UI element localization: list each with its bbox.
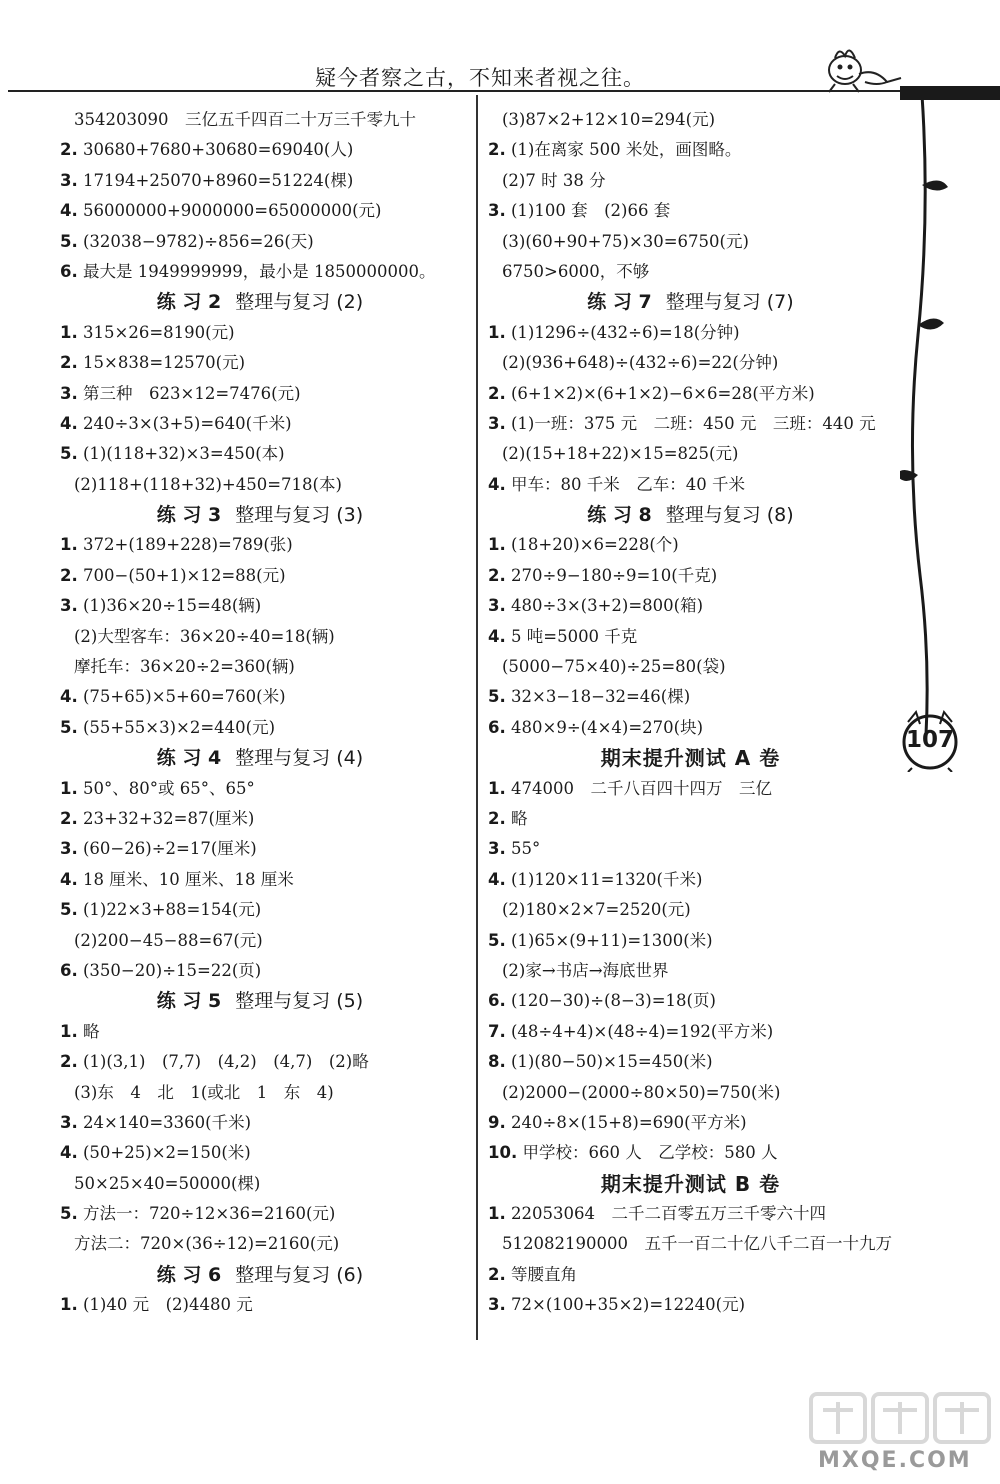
question-number: 3. [60,170,78,190]
answer-line [488,956,893,986]
question-number: 2. [488,565,506,585]
question-number: 3. [488,201,506,221]
question-number: 5. [60,1204,78,1224]
answer-line [488,1229,893,1259]
question-number: 4. [488,626,506,646]
question-number: 3. [488,596,506,616]
section-subtitle: 整理与复习 (3) [235,504,364,527]
answer-line [60,956,460,986]
answer-line [60,804,460,834]
answer-line [60,227,460,257]
answer-text: 315×26=8190(元) [83,322,235,342]
answer-text: (2)200−45−88=67(元) [74,930,263,950]
answer-line [488,1260,893,1290]
answer-line [488,348,893,378]
answer-line [60,105,460,135]
answer-text: (1)在离家 500 米处，画图略。 [511,140,742,160]
answer-line [60,561,460,591]
answer-text: (2)家→书店→海底世界 [502,960,669,980]
question-number: 1. [488,322,506,342]
answer-line [60,895,460,925]
section-subtitle: 整理与复习 (6) [235,1263,364,1286]
answer-line [60,834,460,864]
answer-line [488,682,893,712]
answer-text: (1)120×11=1320(千米) [511,869,703,889]
vine-decoration [900,95,960,795]
answer-line [488,986,893,1016]
answer-line [60,682,460,712]
answer-text: 略 [83,1021,100,1041]
answer-text: (2)7 时 38 分 [502,170,606,190]
answer-text: (2)(15+18+22)×15=825(元) [502,444,739,464]
question-number: 4. [488,474,506,494]
answer-text: 最大是 1949999999，最小是 1850000000。 [83,261,436,281]
question-number: 5. [60,231,78,251]
section-title: 期末提升测试 B 卷 [600,1171,781,1196]
answer-text: (1)40 元 (2)4480 元 [83,1295,253,1315]
left-column [60,105,460,1321]
answer-text: (1)(3,1) (7,7) (4,2) (4,7) (2)略 [83,1052,369,1072]
answer-text: 等腰直角 [511,1264,577,1284]
answer-line [60,622,460,652]
answer-line [488,135,893,165]
question-number: 6. [60,261,78,281]
answer-text: (3)东 4 北 1(或北 1 东 4) [74,1082,334,1102]
answer-line [488,804,893,834]
question-number: 6. [60,960,78,980]
question-number: 1. [60,1295,78,1315]
answer-line [488,622,893,652]
section-heading [488,287,893,317]
answer-text: 480×9÷(4×4)=270(块) [511,717,704,737]
answer-text: 第三种 623×12=7476(元) [83,383,301,403]
answer-line [60,1108,460,1138]
answer-line [488,834,893,864]
question-number: 2. [488,808,506,828]
answer-line [60,257,460,287]
question-number: 2. [60,565,78,585]
answer-line [60,439,460,469]
answer-text: 512082190000 五千一百二十亿八千二百一十九万 [502,1234,892,1254]
answer-text: (48÷4+4)×(48÷4)=192(平方米) [511,1021,774,1041]
answer-text: (3)(60+90+75)×30=6750(元) [502,231,749,251]
section-heading [60,743,460,773]
answer-line [488,926,893,956]
question-number: 4. [60,1143,78,1163]
question-number: 1. [60,535,78,555]
answer-line [488,166,893,196]
answer-line [488,713,893,743]
question-number: 5. [60,900,78,920]
answer-text: 72×(100+35×2)=12240(元) [511,1295,746,1315]
column-divider [476,95,478,1340]
answer-line [488,561,893,591]
answer-text: (5000−75×40)÷25=80(袋) [502,657,726,677]
question-number: 1. [488,1204,506,1224]
answer-line [488,1108,893,1138]
header-motto: 疑今者察之古，不知来者视之往。 [315,66,645,90]
question-number: 5. [60,444,78,464]
answer-text: (50+25)×2=150(米) [83,1143,251,1163]
answer-line [60,1169,460,1199]
answer-text: (75+65)×5+60=760(米) [83,687,286,707]
section-heading [488,743,893,773]
question-number: 5. [488,930,506,950]
answer-line [60,1017,460,1047]
answer-text: 15×838=12570(元) [83,353,246,373]
answer-text: (1)1296÷(432÷6)=18(分钟) [511,322,740,342]
answer-text: (18+20)×6=228(个) [511,535,679,555]
answer-text: 方法一：720÷12×36=2160(元) [83,1204,336,1224]
watermark-domain: MXQE.COM [818,1448,972,1473]
section-subtitle: 整理与复习 (4) [235,747,364,770]
section-heading [488,1169,893,1199]
answer-text: (1)36×20÷15=48(辆) [83,596,262,616]
question-number: 4. [60,201,78,221]
question-number: 8. [488,1052,506,1072]
section-title: 练 习 6 [156,1263,222,1286]
answer-line [60,1199,460,1229]
answer-text: (1)65×(9+11)=1300(米) [511,930,713,950]
section-subtitle: 整理与复习 (8) [665,504,794,527]
answer-line [60,166,460,196]
answer-text: (1)一班：375 元 二班：450 元 三班：440 元 [511,413,876,433]
header-rule [8,90,902,92]
answer-text: (3)87×2+12×10=294(元) [502,110,716,129]
answer-line [488,1017,893,1047]
answer-text: (2)180×2×7=2520(元) [502,900,691,920]
answer-text: 18 厘米、10 厘米、18 厘米 [83,869,294,889]
question-number: 2. [488,140,506,160]
question-number: 10. [488,1143,518,1163]
answer-line [60,652,460,682]
question-number: 2. [60,808,78,828]
answer-text: 30680+7680+30680=69040(人) [83,140,354,160]
answer-line [60,713,460,743]
answer-text: (1)(80−50)×15=450(米) [511,1052,713,1072]
answer-line [60,470,460,500]
answer-text: (350−20)÷15=22(页) [83,960,262,980]
answer-line [488,1290,893,1320]
answer-text: 略 [511,808,528,828]
answer-line [60,926,460,956]
question-number: 4. [488,869,506,889]
answer-text: 22053064 二千二百零五万三千零六十四 [511,1204,826,1224]
page-number: 107 [905,727,954,753]
answer-line [60,348,460,378]
answer-line [60,530,460,560]
answer-line [488,379,893,409]
answer-text: (32038−9782)÷856=26(天) [83,231,314,251]
answer-line [60,1047,460,1077]
answer-text: (2)(936+648)÷(432÷6)=22(分钟) [502,353,779,373]
answer-text: 480÷3×(3+2)=800(箱) [511,596,704,616]
answer-text: (2)大型客车：36×20÷40=18(辆) [74,626,335,646]
section-heading [60,986,460,1016]
section-title: 期末提升测试 A 卷 [600,746,781,771]
answer-text: 270÷9−180÷9=10(千克) [511,565,718,585]
mascot-icon [815,38,905,98]
answer-text: 5 吨=5000 千克 [511,626,638,646]
answer-line [488,470,893,500]
answer-text: (1)100 套 (2)66 套 [511,201,671,221]
section-title: 练 习 3 [156,504,222,527]
answer-text: 17194+25070+8960=51224(棵) [83,170,354,190]
answer-line [488,774,893,804]
answer-line [488,196,893,226]
answer-line [488,895,893,925]
answer-text: 474000 二千八百四十四万 三亿 [511,778,772,798]
answer-line [60,1290,460,1320]
answer-line [60,1138,460,1168]
answer-line [488,227,893,257]
answer-line [488,1078,893,1108]
answer-text: 24×140=3360(千米) [83,1112,252,1132]
question-number: 1. [60,1021,78,1041]
answer-line [488,1138,893,1168]
question-number: 2. [488,383,506,403]
section-heading [488,500,893,530]
answer-text: (60−26)÷2=17(厘米) [83,839,257,859]
answer-line [488,439,893,469]
answer-line [488,257,893,287]
section-title: 练 习 4 [156,747,222,770]
answer-line [60,774,460,804]
section-heading [60,287,460,317]
answer-text: 甲车：80 千米 乙车：40 千米 [511,474,745,494]
answer-line [488,652,893,682]
answer-text: 354203090 三亿五千四百二十万三千零九十 [74,110,416,129]
answer-line [488,1199,893,1229]
answer-text: (55+55×3)×2=440(元) [83,717,276,737]
answer-line [60,865,460,895]
answer-line [488,530,893,560]
question-number: 4. [60,413,78,433]
answer-line [60,1229,460,1259]
answer-text: 50°、80°或 65°、65° [83,778,255,798]
answer-line [60,1078,460,1108]
section-title: 练 习 8 [587,504,652,527]
answer-text: 56000000+9000000=65000000(元) [83,201,382,221]
answer-line [60,196,460,226]
answer-text: (1)(118+32)×3=450(本) [83,444,285,464]
question-number: 3. [488,413,506,433]
question-number: 6. [488,717,506,737]
question-number: 1. [60,322,78,342]
answer-text: 23+32+32=87(厘米) [83,808,255,828]
question-number: 3. [488,839,506,859]
question-number: 4. [60,687,78,707]
question-number: 1. [488,778,506,798]
question-number: 6. [488,991,506,1011]
answer-text: 240÷3×(3+5)=640(千米) [83,413,292,433]
answer-line [488,1047,893,1077]
question-number: 7. [488,1021,506,1041]
question-number: 3. [60,383,78,403]
section-subtitle: 整理与复习 (2) [235,291,364,314]
question-number: 1. [60,778,78,798]
answer-text: 700−(50+1)×12=88(元) [83,565,286,585]
answer-line [60,379,460,409]
question-number: 2. [60,353,78,373]
question-number: 2. [488,1264,506,1284]
answer-text: 方法二：720×(36÷12)=2160(元) [74,1234,340,1254]
answer-text: (6+1×2)×(6+1×2)−6×6=28(平方米) [511,383,815,403]
answer-text: 摩托车：36×20÷2=360(辆) [74,657,295,677]
question-number: 3. [60,596,78,616]
section-title: 练 习 7 [587,291,652,314]
section-subtitle: 整理与复习 (5) [235,990,364,1013]
answer-line [60,591,460,621]
answer-text: (2)2000−(2000÷80×50)=750(米) [502,1082,781,1102]
answer-line [488,105,893,135]
section-title: 练 习 5 [156,990,222,1013]
question-number: 9. [488,1112,506,1132]
answer-text: 240÷8×(15+8)=690(平方米) [511,1112,747,1132]
answer-text: 50×25×40=50000(棵) [74,1173,261,1193]
question-number: 3. [60,1112,78,1132]
section-heading [60,500,460,530]
question-number: 5. [488,687,506,707]
question-number: 4. [60,869,78,889]
section-title: 练 习 2 [156,291,222,314]
question-number: 1. [488,535,506,555]
answer-line [488,409,893,439]
answer-text: 55° [511,839,541,859]
answer-text: (1)22×3+88=154(元) [83,900,262,920]
answer-line [60,135,460,165]
question-number: 2. [60,1052,78,1072]
answer-text: (2)118+(118+32)+450=718(本) [74,474,342,494]
question-number: 3. [60,839,78,859]
answer-text: 32×3−18−32=46(棵) [511,687,691,707]
answer-line [488,865,893,895]
answer-text: 372+(189+228)=789(张) [83,535,293,555]
answer-line [60,318,460,348]
answer-line [488,318,893,348]
answer-text: (120−30)÷(8−3)=18(页) [511,991,716,1011]
question-number: 5. [60,717,78,737]
question-number: 3. [488,1295,506,1315]
answer-text: 甲学校：660 人 乙学校：580 人 [522,1143,778,1163]
section-subtitle: 整理与复习 (7) [665,291,794,314]
right-column [488,105,893,1321]
section-heading [60,1260,460,1290]
question-number: 2. [60,140,78,160]
answer-text: 6750>6000，不够 [502,261,650,281]
answer-line [60,409,460,439]
answer-line [488,591,893,621]
